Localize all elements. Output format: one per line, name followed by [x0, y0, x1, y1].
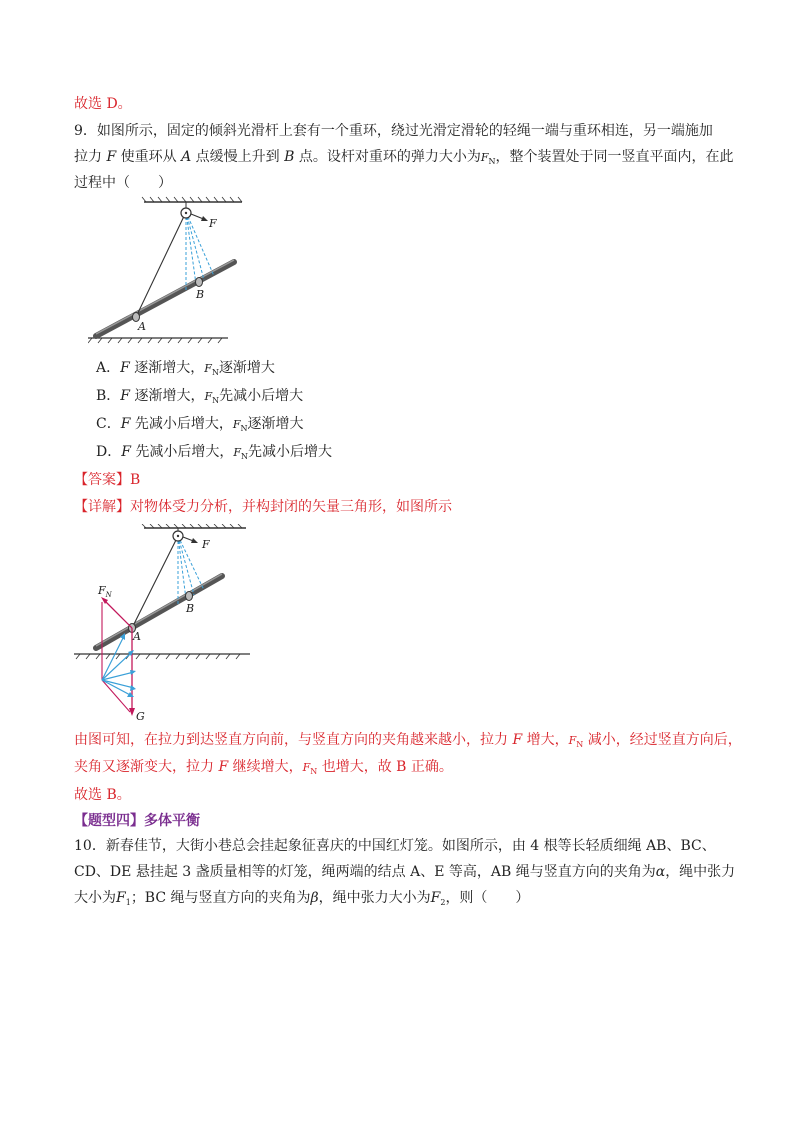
pulley [181, 202, 191, 218]
detail-figure [74, 524, 258, 724]
closing-side [102, 680, 130, 712]
option-c[interactable]: C．F 先减小后增大，$F_N$逐渐增大 [96, 416, 304, 433]
label-A: A [138, 320, 146, 333]
q9-figure [88, 196, 248, 344]
inclined-rod [96, 260, 234, 336]
label-B: B [186, 602, 195, 615]
ceiling [142, 197, 242, 202]
pulley [173, 528, 183, 541]
prev-answer: 故选 D。 [74, 96, 132, 112]
force-F-arrow [183, 537, 198, 543]
label-F: F [209, 217, 217, 230]
label-G: G [136, 710, 145, 723]
ring-at-B [186, 592, 193, 601]
ground [88, 338, 228, 343]
q9-line3: 过程中（ ） [74, 175, 172, 191]
q9-line1: 9．如图所示，固定的倾斜光滑杆上套有一个重环，绕过光滑定滑轮的轻绳一端与重环相连，另一端施加 [74, 123, 713, 139]
label-FN: $F_N$ [98, 584, 112, 599]
detail-line: 【详解】对物体受力分析，并构封闭的矢量三角形，如图所示 [74, 499, 452, 515]
label-A: A [133, 630, 141, 643]
explanation-line2: 夹角又逐渐变大，拉力 F 继续增大，$F_N$ 也增大，故 B 正确。 [74, 759, 453, 776]
normal-force-vector [104, 600, 132, 628]
force-F-arrow [191, 214, 208, 221]
option-b[interactable]: B．F 逐渐增大，$F_N$先减小后增大 [96, 388, 304, 405]
q9-line2: 拉力 F 使重环从 A 点缓慢上升到 B 点。设杆对重环的弹力大小为$F_N$，整个装置处于同一竖直平面内，在此 [74, 149, 734, 166]
explanation-line1: 由图可知，在拉力到达竖直方向前，与竖直方向的夹角越来越小，拉力 F 增大，$F_N$ 减小，经过竖直方向后， [74, 732, 742, 749]
final-answer: 故选 B。 [74, 787, 131, 803]
label-F: F [202, 538, 210, 551]
answer-line: 【答案】B [74, 472, 141, 488]
ground [74, 654, 250, 659]
q10-line1: 10．新春佳节，大街小巷总会挂起象征喜庆的中国红灯笼。如图所示，由 4 根等长轻质细绳 AB、BC、 [74, 838, 716, 854]
q10-line3: 大小为$F_1$；BC 绳与竖直方向的夹角为β，绳中张力大小为$F_2$，则（ ） [74, 890, 530, 907]
ceiling [142, 524, 246, 528]
option-d[interactable]: D．F 先减小后增大，$F_N$先减小后增大 [96, 444, 333, 461]
q10-line2: CD、DE 悬挂起 3 盏质量相等的灯笼，绳两端的结点 A、E 等高，AB 绳与竖直方向的夹角为α，绳中张力 [74, 864, 736, 880]
option-a[interactable]: A．F 逐渐增大，$F_N$逐渐增大 [96, 360, 275, 377]
label-B: B [196, 288, 205, 301]
ring-at-B [196, 278, 203, 287]
section-title: 【题型四】多体平衡 [74, 813, 200, 829]
